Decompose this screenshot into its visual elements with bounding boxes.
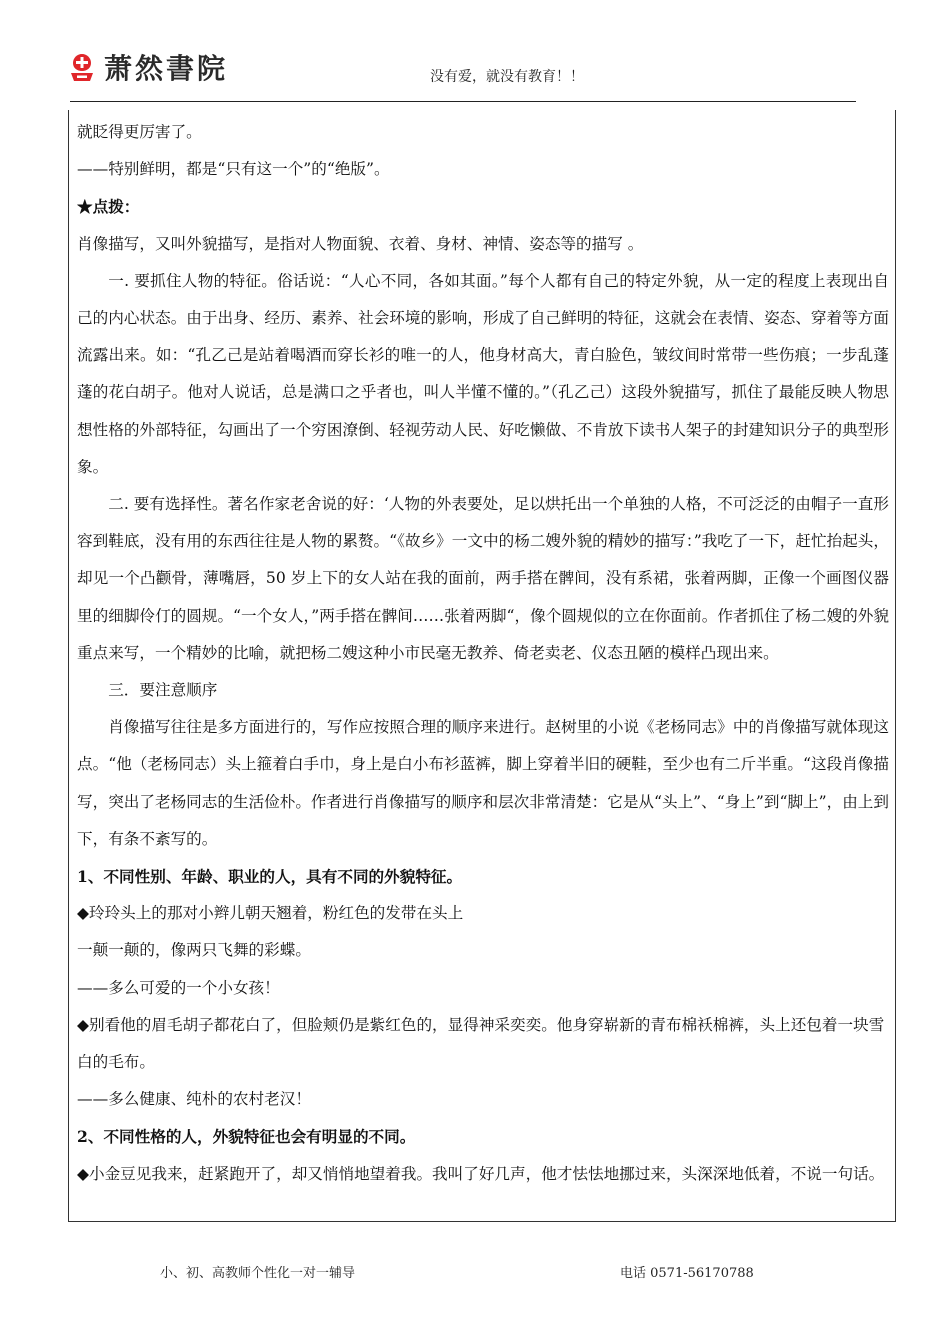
text-line: ——特别鲜明，都是“只有这一个”的“绝版”。 bbox=[77, 160, 390, 179]
header-divider bbox=[70, 101, 856, 102]
page-header bbox=[0, 0, 950, 110]
example-line: ◆别看他的眉毛胡子都花白了，但脸颊仍是紫红色的，显得神采奕奕。他身穿崭新的青布棉袄棉裤，头上还包着一块雪白的毛布。 bbox=[77, 1015, 885, 1072]
footer-phone: 电话 0571-56170788 bbox=[620, 1266, 754, 1281]
content-frame bbox=[68, 110, 896, 1222]
subheading-personality: 2、不同性格的人，外貌特征也会有明显的不同。 bbox=[77, 1127, 416, 1147]
example-comment: ——多么可爱的一个小女孩！ bbox=[77, 978, 280, 997]
text-line: 肖像描写，又叫外貌描写，是指对人物面貌、衣着、身材、神情、姿态等的描写 。 bbox=[77, 234, 644, 253]
footer-tagline: 小、初、高教师个性化一对一辅导 bbox=[160, 1266, 356, 1281]
paragraph-feature: 一. 要抓住人物的特征。俗话说：“人心不同，各如其面。”每个人都有自己的特定外貌，从一定的程度上表现出自己的内心状态。由于出身、经历、素养、社会环境的影响，形成了自己鲜明的特征，这就会在表情、姿态、穿着等方面流露出来。如：“孔乙己是站着喝酒而穿长衫的唯一的人，他身材高大，青白脸色，皱纹间时常带一些伤痕；一步乱蓬蓬的花白胡子。他对人说话，总是满口之乎者也，叫人半懂不懂的。”（孔乙己）这段外貌描写，抓住了最能反映人物思想性格的外部特征，勾画出了一个穷困潦倒、轻视劳动人民、好吃懒做、不肯放下读书人架子的封建知识分子的典型形象。 bbox=[77, 271, 889, 476]
example-line: ◆小金豆见我来，赶紧跑开了，却又悄悄地望着我。我叫了好几声，他才怯怯地挪过来，头深深地低着，不说一句话。 bbox=[77, 1164, 885, 1183]
header-slogan: 没有爱，就没有教育！！ bbox=[430, 69, 584, 85]
paragraph-selectivity: 二. 要有选择性。著名作家老舍说的好：‘人物的外表要处，足以烘托出一个单独的人格，不可泛泛的由帽子一直形容到鞋底，没有用的东西往往是人物的累赘。“《故乡》一文中的杨二嫂外貌的精妙的描写：”我吃了一下，赶忙抬起头，却见一个凸颧骨，薄嘴唇，50 岁上下的女人站在我的面前，两手搭在髀间，没有系裙，张着两脚，正像一个画图仪器里的细脚伶仃的圆规。“一个女人，”两手搭在髀间……张着两脚“，像个圆规似的立在你面前。作者抓住了杨二嫂的外貌重点来写，一个精妙的比喻，就把杨二嫂这种小市民毫无教养、倚老卖老、仪态丑陋的模样凸现出来。 bbox=[77, 495, 889, 662]
paragraph-order-heading: 三．要注意顺序 bbox=[108, 681, 218, 700]
subheading-gender-age: 1、不同性别、年龄、职业的人，具有不同的外貌特征。 bbox=[77, 867, 463, 887]
logo-seal-icon bbox=[68, 52, 96, 82]
example-comment: ——多么健康、纯朴的农村老汉！ bbox=[77, 1090, 311, 1109]
text-line: 就眨得更厉害了。 bbox=[77, 123, 202, 141]
document-body bbox=[77, 114, 889, 1193]
section-heading-tips: ★点拨： bbox=[77, 197, 140, 217]
paragraph-order: 肖像描写往往是多方面进行的，写作应按照合理的顺序来进行。赵树里的小说《老杨同志》中的肖像描写就体现这点。“他（老杨同志）头上箍着白手巾，身上是白小布衫蓝裤，脚上穿着半旧的硬鞋，至少也有二斤半重。“这段肖像描写，突出了老杨同志的生活俭朴。作者进行肖像描写的顺序和层次非常清楚：它是从“头上”、“身上”到“脚上”，由上到下，有条不紊写的。 bbox=[77, 718, 889, 848]
logo-text: 萧然書院 bbox=[104, 52, 229, 85]
example-line: ◆玲玲头上的那对小辫儿朝天翘着，粉红色的发带在头上 bbox=[77, 904, 464, 923]
example-line: 一颠一颠的，像两只飞舞的彩蝶。 bbox=[77, 941, 311, 960]
logo bbox=[68, 46, 230, 88]
